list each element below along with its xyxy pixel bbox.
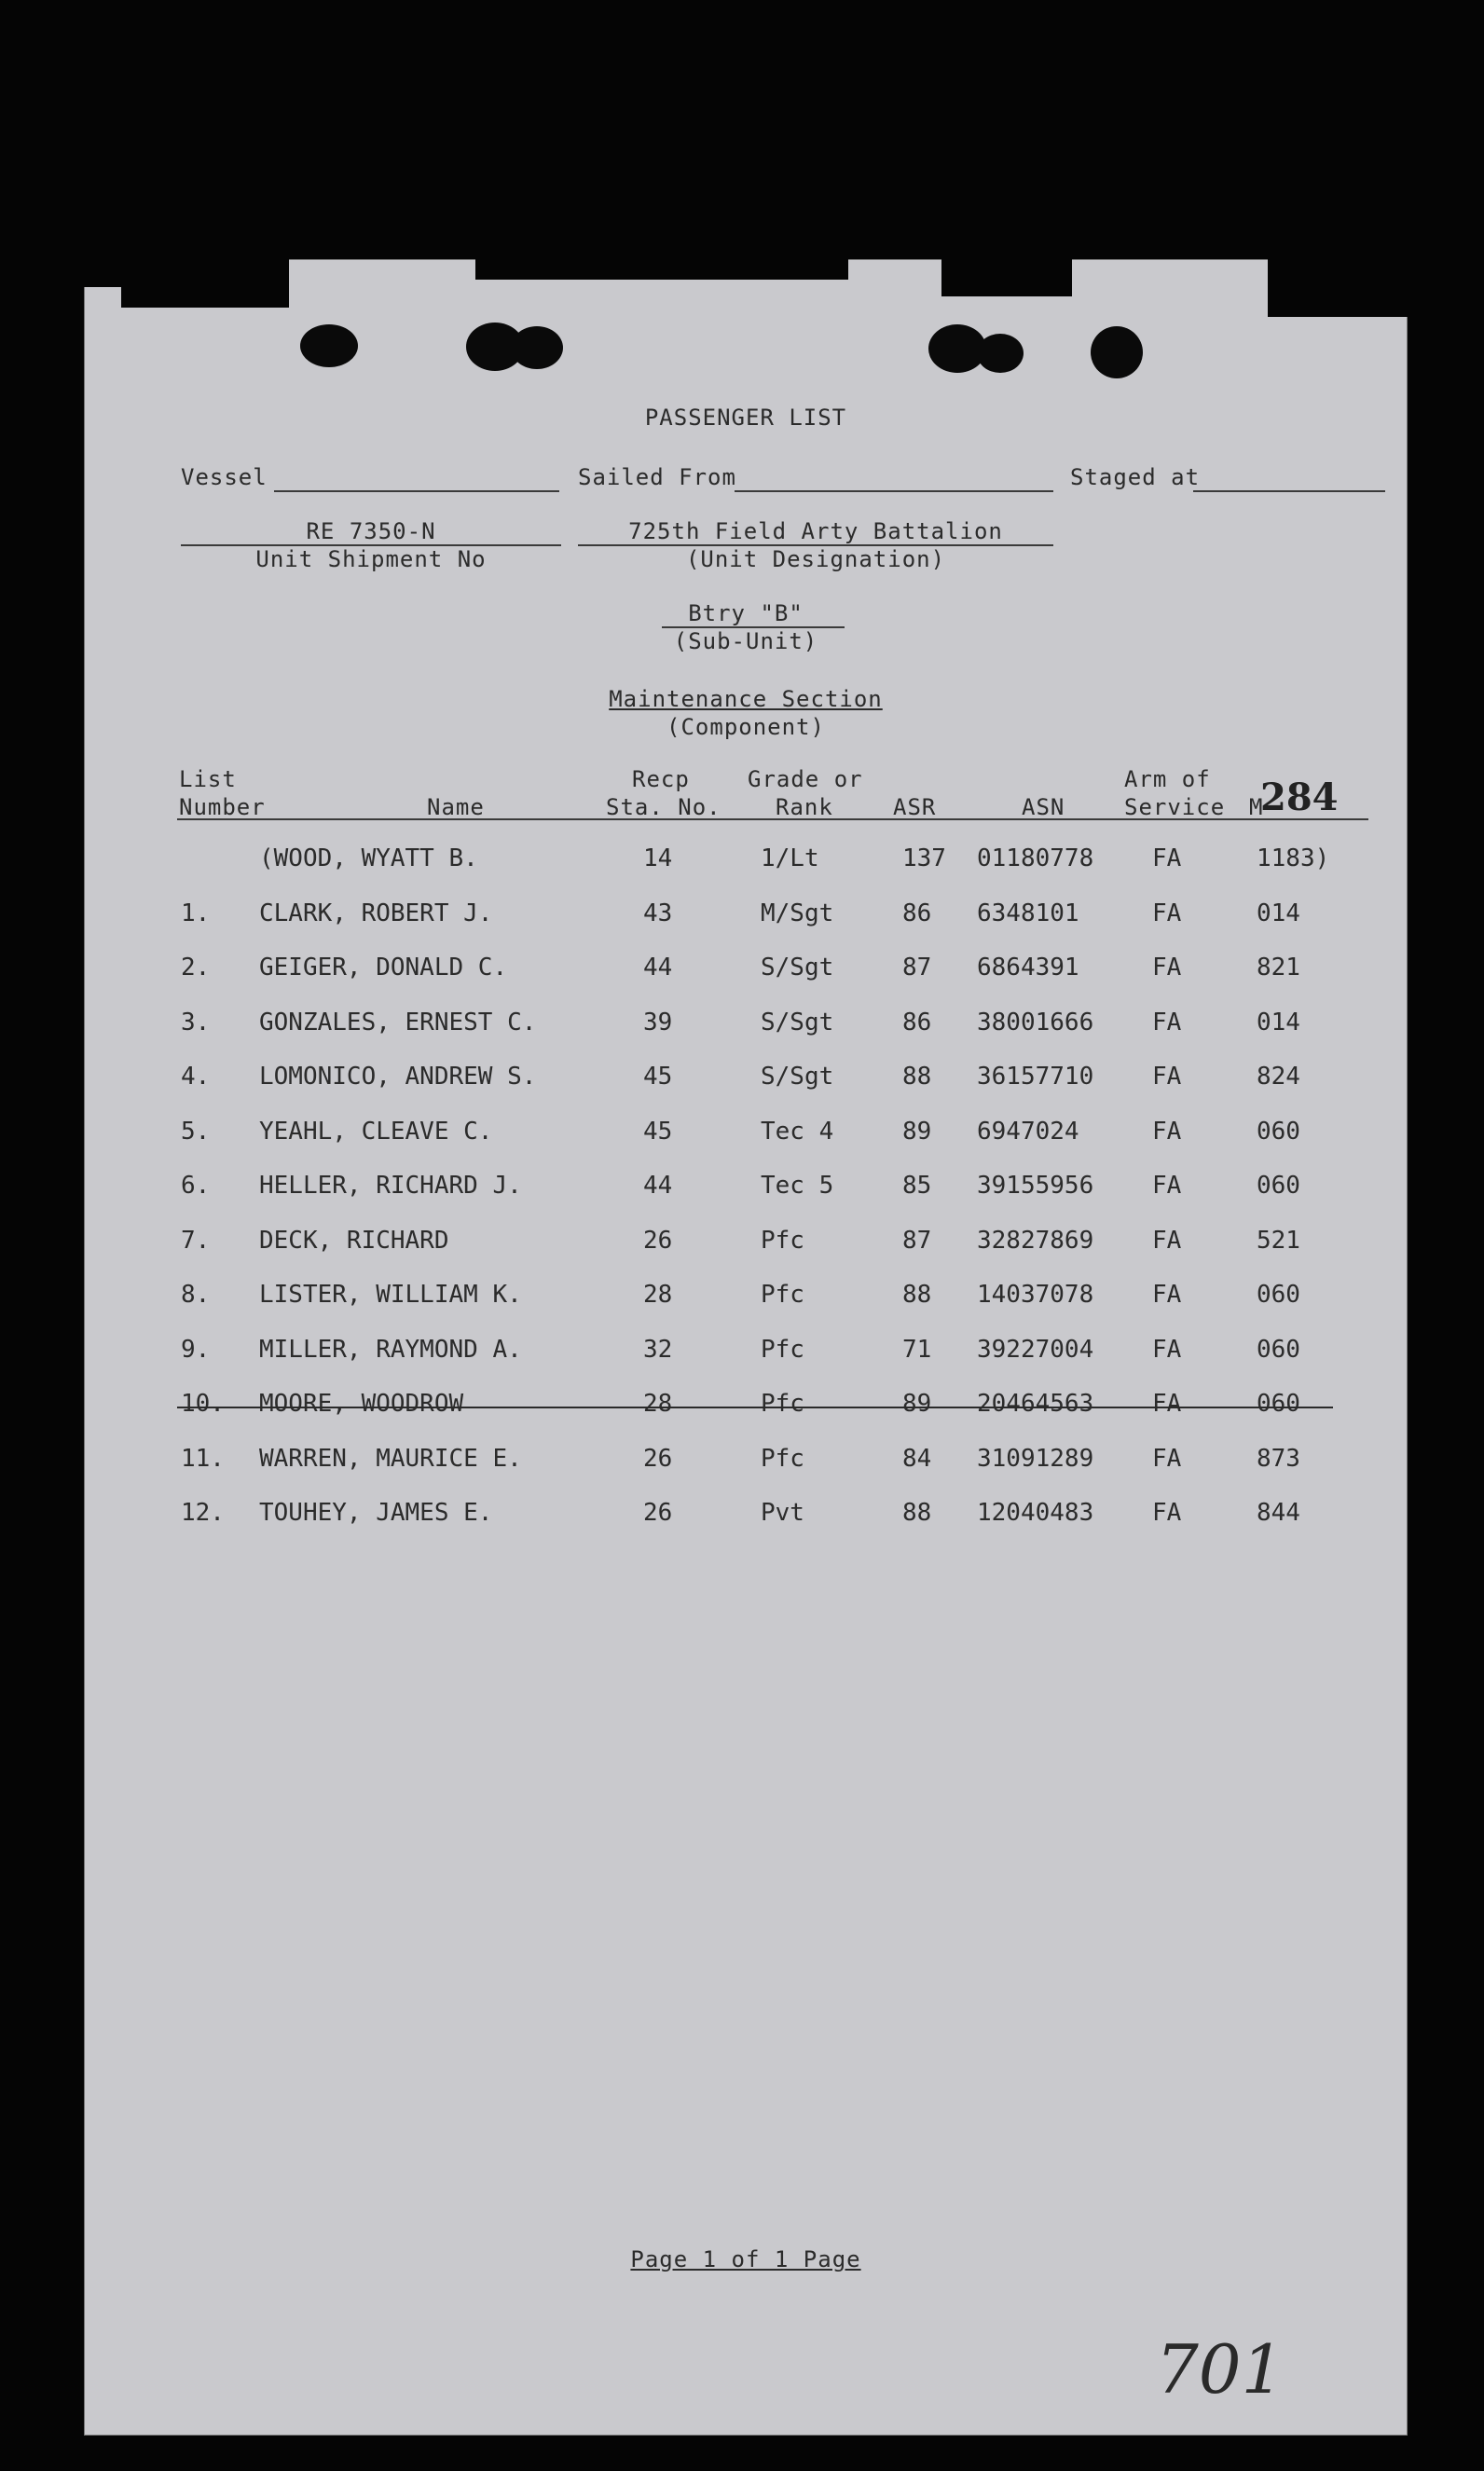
cell-num: 3. <box>181 1008 211 1036</box>
cell-asn: 38001666 <box>977 1008 1094 1036</box>
cell-sta: 14 <box>643 844 673 872</box>
cell-num: 7. <box>181 1226 211 1255</box>
cell-arm: FA <box>1152 1335 1182 1364</box>
table-row <box>84 844 1408 882</box>
cell-name: CLARK, ROBERT J. <box>259 899 493 927</box>
cell-name: MOORE, WOODROW <box>259 1390 464 1418</box>
table-row <box>84 1499 1408 1536</box>
cell-sta: 45 <box>643 1117 673 1146</box>
sailed-from-label: Sailed From <box>578 464 736 490</box>
col-asr: ASR <box>893 794 937 820</box>
cell-asn: 12040483 <box>977 1499 1094 1527</box>
cell-mos: 060 <box>1257 1281 1300 1309</box>
cell-name: WARREN, MAURICE E. <box>259 1444 522 1473</box>
cell-asr: 71 <box>902 1335 932 1364</box>
page-title: PASSENGER LIST <box>644 405 847 431</box>
cell-mos: 844 <box>1257 1499 1300 1527</box>
cell-name: DECK, RICHARD <box>259 1226 449 1255</box>
punch-hole <box>511 326 563 369</box>
col-recp: Recp <box>632 766 690 792</box>
cell-asr: 89 <box>902 1117 932 1146</box>
cell-num: 11. <box>181 1444 225 1473</box>
cell-asr: 84 <box>902 1444 932 1473</box>
cell-name: GONZALES, ERNEST C. <box>259 1008 537 1036</box>
cell-asr: 86 <box>902 1008 932 1036</box>
header-rule <box>177 818 1368 820</box>
unit-caption: (Unit Designation) <box>685 546 946 572</box>
cell-sta: 44 <box>643 1172 673 1200</box>
cell-mos: 873 <box>1257 1444 1300 1473</box>
component-caption: (Component) <box>666 714 825 740</box>
cell-name: MILLER, RAYMOND A. <box>259 1335 522 1364</box>
cell-sta: 26 <box>643 1444 673 1473</box>
cell-mos: 1183) <box>1257 844 1330 872</box>
page-footer: Page 1 of 1 Page <box>630 2246 861 2272</box>
torn-edge <box>84 259 121 287</box>
cell-mos: 821 <box>1257 954 1300 982</box>
cell-sta: 28 <box>643 1281 673 1309</box>
cell-asn: 14037078 <box>977 1281 1094 1309</box>
cell-mos: 060 <box>1257 1117 1300 1146</box>
cell-arm: FA <box>1152 1281 1182 1309</box>
cell-arm: FA <box>1152 1390 1182 1418</box>
col-name: Name <box>427 794 485 820</box>
cell-arm: FA <box>1152 1172 1182 1200</box>
cell-arm: FA <box>1152 954 1182 982</box>
sailed-from-blank <box>735 490 1053 492</box>
cell-grade: Pvt <box>761 1499 804 1527</box>
cell-asn: 6947024 <box>977 1117 1079 1146</box>
cell-mos: 014 <box>1257 1008 1300 1036</box>
table-row <box>84 1336 1408 1373</box>
stamped-number: 284 <box>1260 776 1339 819</box>
cell-num: 12. <box>181 1499 225 1527</box>
strikethrough-line <box>177 1407 1333 1408</box>
cell-asn: 6864391 <box>977 954 1079 982</box>
cell-mos: 060 <box>1257 1335 1300 1364</box>
cell-asn: 6348101 <box>977 899 1079 927</box>
col-grade: Grade or <box>748 766 863 792</box>
cell-asr: 137 <box>902 844 946 872</box>
cell-asn: 39155956 <box>977 1172 1094 1200</box>
col-service: Service <box>1124 794 1226 820</box>
document-page <box>84 259 1408 2436</box>
vessel-label: Vessel <box>181 464 268 490</box>
cell-grade: Pfc <box>761 1281 804 1309</box>
cell-asr: 85 <box>902 1172 932 1200</box>
cell-sta: 45 <box>643 1063 673 1091</box>
punch-hole <box>300 324 358 367</box>
cell-arm: FA <box>1152 1226 1182 1255</box>
cell-asr: 86 <box>902 899 932 927</box>
col-number: Number <box>179 794 266 820</box>
cell-sta: 44 <box>643 954 673 982</box>
unit-designation: 725th Field Arty Battalion <box>628 518 1003 544</box>
staged-at-blank <box>1193 490 1385 492</box>
col-rank: Rank <box>776 794 833 820</box>
col-list: List <box>179 766 237 792</box>
cell-name: TOUHEY, JAMES E. <box>259 1499 493 1527</box>
cell-asn: 01180778 <box>977 844 1094 872</box>
punch-hole <box>977 334 1024 373</box>
cell-name: YEAHL, CLEAVE C. <box>259 1117 493 1146</box>
cell-asr: 88 <box>902 1281 932 1309</box>
cell-grade: Pfc <box>761 1390 804 1418</box>
cell-mos: 521 <box>1257 1226 1300 1255</box>
table-row <box>84 1118 1408 1155</box>
cell-arm: FA <box>1152 1444 1182 1473</box>
torn-edge <box>1268 259 1408 317</box>
cell-num: 6. <box>181 1172 211 1200</box>
cell-mos: 060 <box>1257 1390 1300 1418</box>
cell-name: GEIGER, DONALD C. <box>259 954 508 982</box>
cell-asn: 20464563 <box>977 1390 1094 1418</box>
cell-arm: FA <box>1152 844 1182 872</box>
table-row <box>84 1390 1408 1427</box>
punch-hole <box>1091 326 1143 378</box>
table-row <box>84 1445 1408 1482</box>
cell-mos: 060 <box>1257 1172 1300 1200</box>
table-row <box>84 1063 1408 1100</box>
cell-sta: 43 <box>643 899 673 927</box>
col-mos: M <box>1249 794 1264 820</box>
sub-unit: Btry "B" <box>688 600 804 626</box>
col-asn: ASN <box>1022 794 1065 820</box>
cell-arm: FA <box>1152 1499 1182 1527</box>
cell-grade: S/Sgt <box>761 1008 834 1036</box>
cell-sta: 26 <box>643 1226 673 1255</box>
staged-at-label: Staged at <box>1070 464 1201 490</box>
cell-num: 2. <box>181 954 211 982</box>
cell-num: 9. <box>181 1335 211 1364</box>
table-row <box>84 954 1408 991</box>
cell-asr: 88 <box>902 1063 932 1091</box>
cell-arm: FA <box>1152 899 1182 927</box>
cell-num: 5. <box>181 1117 211 1146</box>
shipment-number: RE 7350-N <box>306 518 436 544</box>
cell-grade: Tec 5 <box>761 1172 834 1200</box>
cell-num: 4. <box>181 1063 211 1091</box>
cell-arm: FA <box>1152 1008 1182 1036</box>
cell-grade: Pfc <box>761 1444 804 1473</box>
col-arm: Arm of <box>1124 766 1211 792</box>
cell-asr: 87 <box>902 954 932 982</box>
cell-asn: 39227004 <box>977 1335 1094 1364</box>
cell-name: (WOOD, WYATT B. <box>259 844 478 872</box>
table-row <box>84 1172 1408 1209</box>
cell-asr: 89 <box>902 1390 932 1418</box>
torn-edge <box>941 259 1072 296</box>
cell-mos: 014 <box>1257 899 1300 927</box>
cell-name: LOMONICO, ANDREW S. <box>259 1063 537 1091</box>
cell-num: 1. <box>181 899 211 927</box>
cell-grade: S/Sgt <box>761 954 834 982</box>
cell-sta: 28 <box>643 1390 673 1418</box>
cell-arm: FA <box>1152 1117 1182 1146</box>
cell-sta: 26 <box>643 1499 673 1527</box>
table-row <box>84 899 1408 937</box>
table-row <box>84 1281 1408 1318</box>
cell-num: 10. <box>181 1390 225 1418</box>
cell-grade: Pfc <box>761 1226 804 1255</box>
component: Maintenance Section <box>609 686 883 712</box>
cell-grade: 1/Lt <box>761 844 819 872</box>
cell-asr: 87 <box>902 1226 932 1255</box>
cell-mos: 824 <box>1257 1063 1300 1091</box>
vessel-blank <box>274 490 559 492</box>
cell-asn: 36157710 <box>977 1063 1094 1091</box>
torn-edge <box>121 259 289 308</box>
table-row <box>84 1227 1408 1264</box>
cell-asr: 88 <box>902 1499 932 1527</box>
cell-name: LISTER, WILLIAM K. <box>259 1281 522 1309</box>
shipment-caption: Unit Shipment No <box>255 546 487 572</box>
sub-unit-caption: (Sub-Unit) <box>673 628 818 654</box>
table-row <box>84 1009 1408 1046</box>
cell-asn: 32827869 <box>977 1226 1094 1255</box>
cell-name: HELLER, RICHARD J. <box>259 1172 522 1200</box>
cell-asn: 31091289 <box>977 1444 1094 1473</box>
col-sta-no: Sta. No. <box>606 794 721 820</box>
cell-grade: S/Sgt <box>761 1063 834 1091</box>
torn-edge <box>475 259 848 280</box>
cell-sta: 39 <box>643 1008 673 1036</box>
cell-grade: Pfc <box>761 1335 804 1364</box>
cell-grade: M/Sgt <box>761 899 834 927</box>
cell-num: 8. <box>181 1281 211 1309</box>
cell-sta: 32 <box>643 1335 673 1364</box>
handwritten-number: 701 <box>1156 2330 1285 2409</box>
cell-arm: FA <box>1152 1063 1182 1091</box>
cell-grade: Tec 4 <box>761 1117 834 1146</box>
